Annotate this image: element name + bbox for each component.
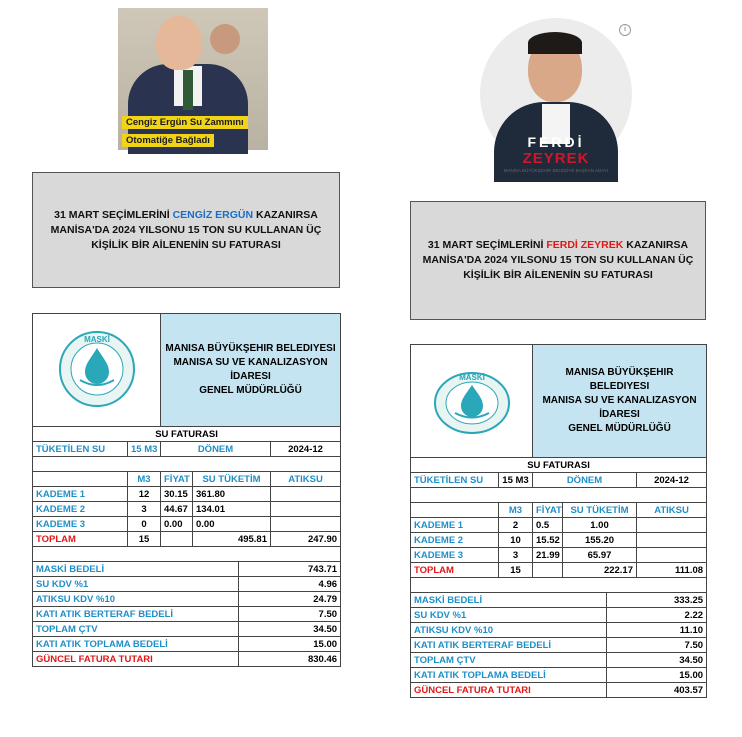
tier-row [33, 517, 341, 532]
tier-price: 0.00 [161, 517, 193, 532]
headline-post: KAZANIRSA MANİSA'DA 2024 YILSONU 15 TON SU KULLANAN ÜÇ KİŞİLİK BİR AİLENENİN SU FATURASI [50, 208, 322, 251]
fee-value: 15.00 [239, 637, 341, 652]
tier-m3: 0 [128, 517, 161, 532]
headline-right [410, 201, 706, 320]
period-value: 2024-12 [637, 473, 707, 488]
headline-pre: 31 MART SEÇİMLERİNİ [427, 239, 547, 251]
fee-value: 24.79 [239, 592, 341, 607]
total-m3: 15 [499, 563, 533, 578]
tier-row [411, 548, 707, 563]
candidate-name-highlight: CENGİZ ERGÜN [172, 208, 254, 221]
logo-text: MASKİ [458, 372, 485, 382]
spacer-row [33, 457, 341, 472]
headline-left-text [41, 208, 331, 253]
period-label: DÖNEM [161, 442, 271, 457]
period-value: 2024-12 [271, 442, 341, 457]
tier-sewage [271, 487, 341, 502]
fee-label: ATIKSU KDV %10 [411, 623, 607, 638]
fee-value: 15.00 [607, 668, 707, 683]
tier-m3: 2 [499, 518, 533, 533]
maski-logo [33, 314, 161, 427]
total-price-empty [533, 563, 563, 578]
grand-total-row [33, 652, 341, 667]
org-line1: MANISA BÜYÜKŞEHIR BELEDIYESI [565, 367, 674, 392]
org-name [533, 345, 707, 458]
column-header-price: FİYAT [533, 503, 563, 518]
tier-amount: 155.20 [563, 533, 637, 548]
tier-label: KADEME 3 [411, 548, 499, 563]
face [156, 16, 202, 70]
tier-amount: 0.00 [193, 517, 271, 532]
info-icon: i [619, 24, 631, 36]
column-header-consumption: SU TÜKETİM [563, 503, 637, 518]
tier-price: 21.99 [533, 548, 563, 563]
fee-row [33, 577, 341, 592]
column-header-empty [411, 503, 499, 518]
tier-amount: 134.01 [193, 502, 271, 517]
tier-m3: 3 [499, 548, 533, 563]
fee-value: 4.96 [239, 577, 341, 592]
fee-value: 2.22 [607, 608, 707, 623]
bill-title: SU FATURASI [411, 458, 707, 473]
total-sewage: 247.90 [271, 532, 341, 547]
fee-label: SU KDV %1 [411, 608, 607, 623]
column-header-sewage: ATIKSU [637, 503, 707, 518]
fee-row [33, 592, 341, 607]
candidate-first-name: FERDİ [527, 134, 585, 150]
grand-total-value: 403.57 [607, 683, 707, 698]
tier-price: 44.67 [161, 502, 193, 517]
tier-row [33, 502, 341, 517]
fee-row [411, 623, 707, 638]
maski-logo-icon [433, 365, 511, 435]
tier-row [411, 533, 707, 548]
fee-row [33, 562, 341, 577]
spacer-row [33, 547, 341, 562]
candidate-name-highlight: FERDİ ZEYREK [546, 239, 624, 251]
column-header-empty [33, 472, 128, 487]
column-header-consumption: SU TÜKETİM [193, 472, 271, 487]
tier-label: KADEME 2 [33, 502, 128, 517]
fee-row [411, 593, 707, 608]
spacer-row [411, 488, 707, 503]
tier-amount: 1.00 [563, 518, 637, 533]
tier-sewage [637, 533, 707, 548]
total-sewage: 111.08 [637, 563, 707, 578]
fee-label: TOPLAM ÇTV [33, 622, 239, 637]
period-label: DÖNEM [533, 473, 637, 488]
candidate-photo-left [118, 8, 268, 150]
fee-row [33, 607, 341, 622]
column-header-sewage: ATIKSU [271, 472, 341, 487]
headline-right-text [419, 238, 697, 283]
total-row [411, 563, 707, 578]
fee-label: KATI ATIK BERTERAF BEDELİ [411, 638, 607, 653]
tier-label: KADEME 3 [33, 517, 128, 532]
fee-label: KATI ATIK BERTERAF BEDELİ [33, 607, 239, 622]
bill-header [411, 345, 707, 458]
photo-caption-line1: Cengiz Ergün Su Zammını [122, 116, 248, 129]
tier-amount: 361.80 [193, 487, 271, 502]
fee-value: 333.25 [607, 593, 707, 608]
org-line3: GENEL MÜDÜRLÜĞÜ [568, 423, 671, 434]
column-header-price: FİYAT [161, 472, 193, 487]
spacer-row [411, 578, 707, 593]
consumed-value: 15 M3 [499, 473, 533, 488]
fee-value: 34.50 [239, 622, 341, 637]
column-header-m3: M3 [128, 472, 161, 487]
fee-label: MASKİ BEDELİ [411, 593, 607, 608]
bill-header [33, 314, 341, 427]
maski-logo [411, 345, 533, 458]
grand-total-row [411, 683, 707, 698]
tier-m3: 3 [128, 502, 161, 517]
fee-label: KATI ATIK TOPLAMA BEDELİ [33, 637, 239, 652]
candidate-photo-right [480, 18, 632, 180]
fee-value: 743.71 [239, 562, 341, 577]
portrait-circle [480, 18, 632, 173]
tier-label: KADEME 1 [411, 518, 499, 533]
total-price-empty [161, 532, 193, 547]
fee-value: 7.50 [607, 638, 707, 653]
org-line1: MANISA BÜYÜKŞEHIR BELEDIYESI [165, 343, 336, 354]
grand-total-label: GÜNCEL FATURA TUTARI [33, 652, 239, 667]
tie [183, 70, 193, 110]
fee-row [33, 637, 341, 652]
consumed-label: TÜKETİLEN SU [411, 473, 499, 488]
water-bill-right [410, 344, 707, 698]
total-amount: 222.17 [563, 563, 637, 578]
fee-label: SU KDV %1 [33, 577, 239, 592]
tier-sewage [637, 548, 707, 563]
total-label: TOPLAM [33, 532, 128, 547]
fee-value: 7.50 [239, 607, 341, 622]
tier-sewage [637, 518, 707, 533]
total-row [33, 532, 341, 547]
tier-row [411, 518, 707, 533]
grand-total-value: 830.46 [239, 652, 341, 667]
tier-price: 0.5 [533, 518, 563, 533]
tier-m3: 10 [499, 533, 533, 548]
photo-caption-line2: Otomatiğe Bağladı [122, 134, 214, 147]
hair [528, 32, 582, 54]
fee-row [411, 638, 707, 653]
tier-price: 30.15 [161, 487, 193, 502]
maski-logo-icon [58, 330, 136, 408]
total-m3: 15 [128, 532, 161, 547]
org-line3: GENEL MÜDÜRLÜĞÜ [199, 385, 302, 396]
consumed-label: TÜKETİLEN SU [33, 442, 128, 457]
fee-label: MASKİ BEDELİ [33, 562, 239, 577]
tier-amount: 65.97 [563, 548, 637, 563]
tier-sewage [271, 502, 341, 517]
bill-title: SU FATURASI [33, 427, 341, 442]
water-bill-left [32, 313, 341, 667]
tier-m3: 12 [128, 487, 161, 502]
fee-row [411, 653, 707, 668]
logo-text: MASKİ [83, 334, 110, 344]
fee-value: 34.50 [607, 653, 707, 668]
fee-label: ATIKSU KDV %10 [33, 592, 239, 607]
total-amount: 495.81 [193, 532, 271, 547]
fee-value: 11.10 [607, 623, 707, 638]
org-line2: MANISA SU VE KANALIZASYON İDARESI [173, 357, 328, 382]
fee-label: KATI ATIK TOPLAMA BEDELİ [411, 668, 607, 683]
candidate-subtitle: MANİSA BÜYÜKŞEHİR BELEDİYE BAŞKAN ADAYI [503, 168, 609, 173]
headline-left [32, 172, 340, 288]
candidate-last-name: ZEYREK [522, 150, 590, 167]
grand-total-label: GÜNCEL FATURA TUTARI [411, 683, 607, 698]
tier-sewage [271, 517, 341, 532]
background-person [210, 24, 240, 54]
fee-row [411, 608, 707, 623]
column-header-m3: M3 [499, 503, 533, 518]
org-line2: MANISA SU VE KANALIZASYON İDARESI [542, 395, 697, 420]
headline-post: KAZANIRSA MANİSA'DA 2024 YILSONU 15 TON SU KULLANAN ÜÇ KİŞİLİK BİR AİLENENİN SU FATURASI [422, 239, 694, 281]
fee-label: TOPLAM ÇTV [411, 653, 607, 668]
headline-pre: 31 MART SEÇİMLERİNİ [54, 208, 173, 221]
fee-row [411, 668, 707, 683]
consumed-value: 15 M3 [128, 442, 161, 457]
org-name [161, 314, 341, 427]
tier-price: 15.52 [533, 533, 563, 548]
total-label: TOPLAM [411, 563, 499, 578]
tier-row [33, 487, 341, 502]
tier-label: KADEME 2 [411, 533, 499, 548]
fee-row [33, 622, 341, 637]
tier-label: KADEME 1 [33, 487, 128, 502]
